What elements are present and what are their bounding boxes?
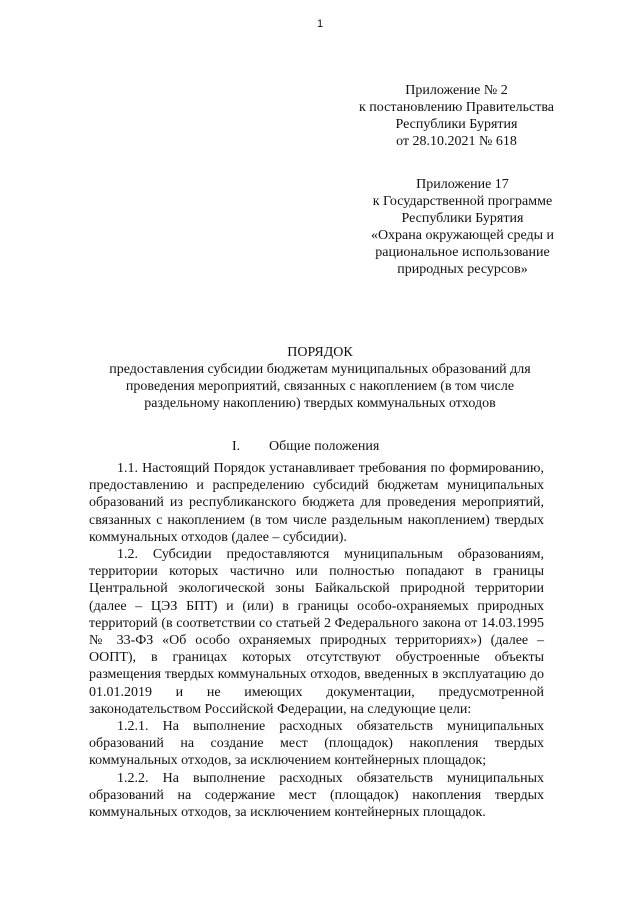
appendix-1-line: Приложение № 2 xyxy=(405,83,508,98)
appendix-1-line: Республики Бурятия xyxy=(395,117,518,132)
paragraph: 1.2. Субсидии предоставляются муниципальным образованиям, территории которых частично или полностью попадают в границы Центральной экологической зоны Байкальской природной территории (далее – ЦЭЗ БПТ) и (или) в границы особо-охраняемых природных территорий (в соответствии со статьей 2 Федерального закона от 14.03.1995 № 33-ФЗ «Об особо охраняемых природных территориях») (далее – ООПТ), в границах которых отсутствуют обустроенные объекты размещения твердых коммунальных отходов, введенных в эксплуатацию до 01.01.2019 и не имеющих документации, предусмотренной законодательством Российской Федерации, на следующие цели: xyxy=(89,547,544,717)
appendix-1-line: к постановлению Правительства xyxy=(358,100,554,115)
appendix-2-block xyxy=(371,176,554,278)
page-number: 1 xyxy=(316,18,324,30)
document-heading xyxy=(95,344,545,412)
document-subtitle-line: раздельному накоплению) твердых коммунальных отходов xyxy=(144,396,496,411)
paragraph: 1.2.2. На выполнение расходных обязательств муниципальных образований на содержание мест (площадок) накопления твердых коммунальных отходов, за исключением контейнерных площадок. xyxy=(89,770,544,821)
appendix-1-line: от 28.10.2021 № 618 xyxy=(396,134,517,149)
paragraph: 1.2.1. На выполнение расходных обязательств муниципальных образований на создание мест (площадок) накопления твердых коммунальных отходов, за исключением контейнерных площадок; xyxy=(89,719,544,769)
appendix-2-line: «Охрана окружающей среды и xyxy=(370,228,554,243)
document-subtitle-line: предоставления субсидии бюджетам муниципальных образований для xyxy=(109,362,531,377)
appendix-2-line: рациональное использование xyxy=(375,245,550,260)
appendix-2-line: Республики Бурятия xyxy=(401,211,524,226)
section-title: Общие положения xyxy=(269,439,380,454)
document-title: ПОРЯДОК xyxy=(287,345,353,360)
appendix-2-line: природных ресурсов» xyxy=(397,262,528,277)
appendix-2-line: к Государственной программе xyxy=(372,194,553,209)
appendix-1-block xyxy=(359,82,554,150)
paragraph: 1.1. Настоящий Порядок устанавливает требования по формированию, предоставлению и распределению субсидий бюджетам муниципальных образований из республиканского бюджета для проведения мероприятий, связанных с накоплением (в том числе раздельным накоплением) твердых коммунальных отходов (далее – субсидии). xyxy=(89,461,544,545)
appendix-2-line: Приложение 17 xyxy=(416,177,509,192)
document-subtitle-line: проведения мероприятий, связанных с накоплением (в том числе xyxy=(125,379,515,394)
section-number: I. xyxy=(232,439,241,454)
body-text xyxy=(89,460,544,821)
